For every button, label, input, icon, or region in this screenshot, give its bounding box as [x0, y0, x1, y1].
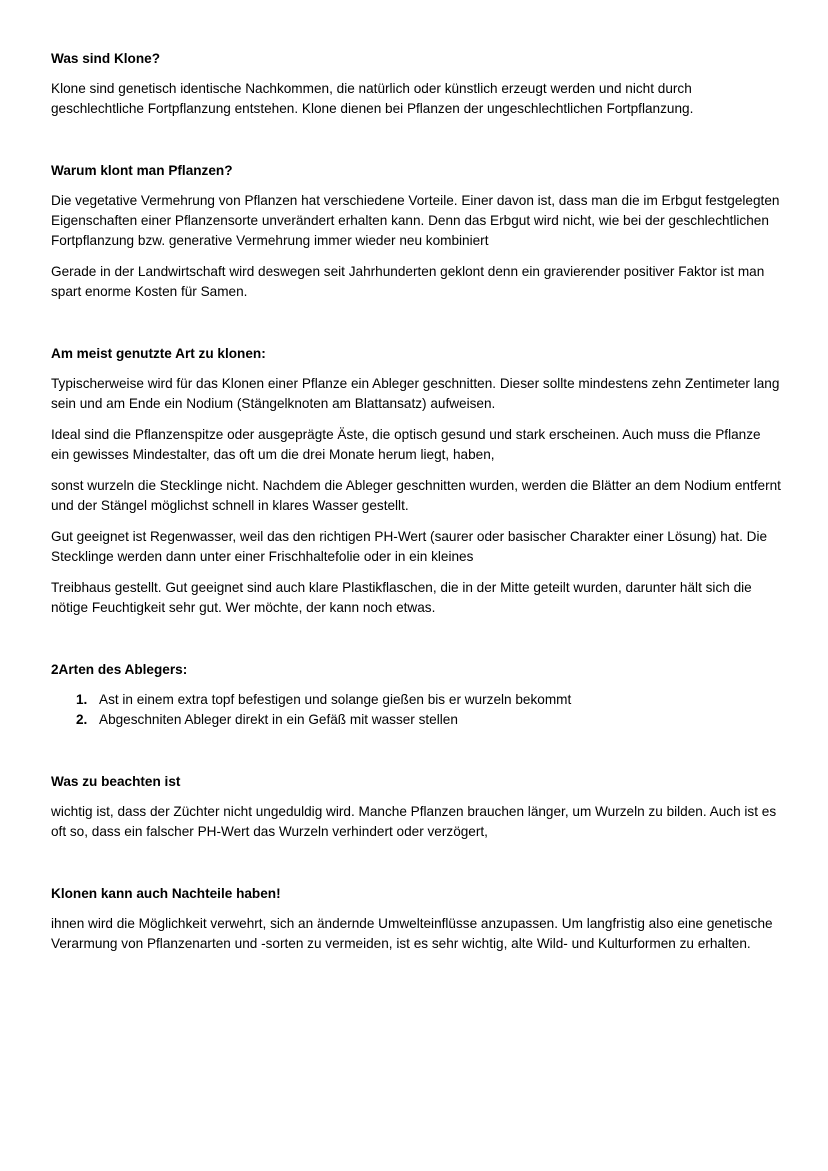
heading-meist-genutzte-art: Am meist genutzte Art zu klonen: — [51, 346, 266, 361]
numbered-list — [51, 690, 781, 730]
heading-nachteile: Klonen kann auch Nachteile haben! — [51, 886, 281, 901]
heading-arten-des-ablegers: 2Arten des Ablegers: — [51, 662, 188, 677]
paragraph: Gut geeignet ist Regenwasser, weil das den richtigen PH-Wert (saurer oder basischer Charakter einer Lösung) hat. Die Stecklinge werden dann unter einer Frischhaltefolie oder in ein kleines — [51, 529, 768, 564]
heading-was-zu-beachten: Was zu beachten ist — [51, 774, 181, 789]
list-item-text: Ast in einem extra topf befestigen und solange gießen bis er wurzeln bekommt — [99, 692, 572, 707]
paragraph: Treibhaus gestellt. Gut geeignet sind auch klare Plastikflaschen, die in der Mitte geteilt wurden, darunter hält sich die nötige Feuchtigkeit sehr gut. Wer möchte, der kann noch etwas. — [51, 580, 752, 615]
paragraph: ihnen wird die Möglichkeit verwehrt, sich an ändernde Umwelteinflüsse anzupassen. Um langfristig also eine genetische Verarmung von Pflanzenarten und -sorten zu vermeiden, ist es sehr wichtig, alte Wild- und Kulturformen zu erhalten. — [51, 916, 773, 951]
heading-was-sind-klone: Was sind Klone? — [51, 51, 161, 66]
heading-warum-klont-man: Warum klont man Pflanzen? — [51, 163, 233, 178]
paragraph: sonst wurzeln die Stecklinge nicht. Nachdem die Ableger geschnitten wurden, werden die Blätter an dem Nodium entfernt und der Stängel möglichst schnell in klares Wasser gestellt. — [51, 478, 781, 513]
paragraph: wichtig ist, dass der Züchter nicht ungeduldig wird. Manche Pflanzen brauchen länger, um Wurzeln zu bilden. Auch ist es oft so, dass ein falscher PH-Wert das Wurzeln verhindert oder verzögert, — [51, 804, 777, 839]
list-item — [51, 710, 781, 730]
document-page — [51, 49, 781, 954]
list-item — [51, 690, 781, 710]
paragraph: Klone sind genetisch identische Nachkommen, die natürlich oder künstlich erzeugt werden und nicht durch geschlechtliche Fortpflanzung entstehen. Klone dienen bei Pflanzen der ungeschlechtlichen Fortpflanzung. — [51, 81, 694, 116]
list-number: 2. — [76, 712, 88, 727]
list-number: 1. — [76, 692, 88, 707]
paragraph: Gerade in der Landwirtschaft wird deswegen seit Jahrhunderten geklont denn ein gravierender positiver Faktor ist man spart enorme Kosten für Samen. — [51, 264, 765, 299]
paragraph: Ideal sind die Pflanzenspitze oder ausgeprägte Äste, die optisch gesund und stark erscheinen. Auch muss die Pflanze ein gewisses Mindestalter, das oft um die drei Monate herum liegt, haben, — [51, 427, 761, 462]
list-item-text: Abgeschniten Ableger direkt in ein Gefäß mit wasser stellen — [99, 712, 458, 727]
paragraph: Die vegetative Vermehrung von Pflanzen hat verschiedene Vorteile. Einer davon ist, dass man die im Erbgut festgelegten Eigenschaften einer Pflanzensorte unverändert erhalten kann. Denn das Erbgut wird nicht, wie bei der geschlechtlichen Fortpflanzung bzw. generative Vermehrung immer wieder neu kombiniert — [51, 193, 780, 248]
paragraph: Typischerweise wird für das Klonen einer Pflanze ein Ableger geschnitten. Dieser sollte mindestens zehn Zentimeter lang sein und am Ende ein Nodium (Stängelknoten am Blattansatz) aufweisen. — [51, 376, 780, 411]
